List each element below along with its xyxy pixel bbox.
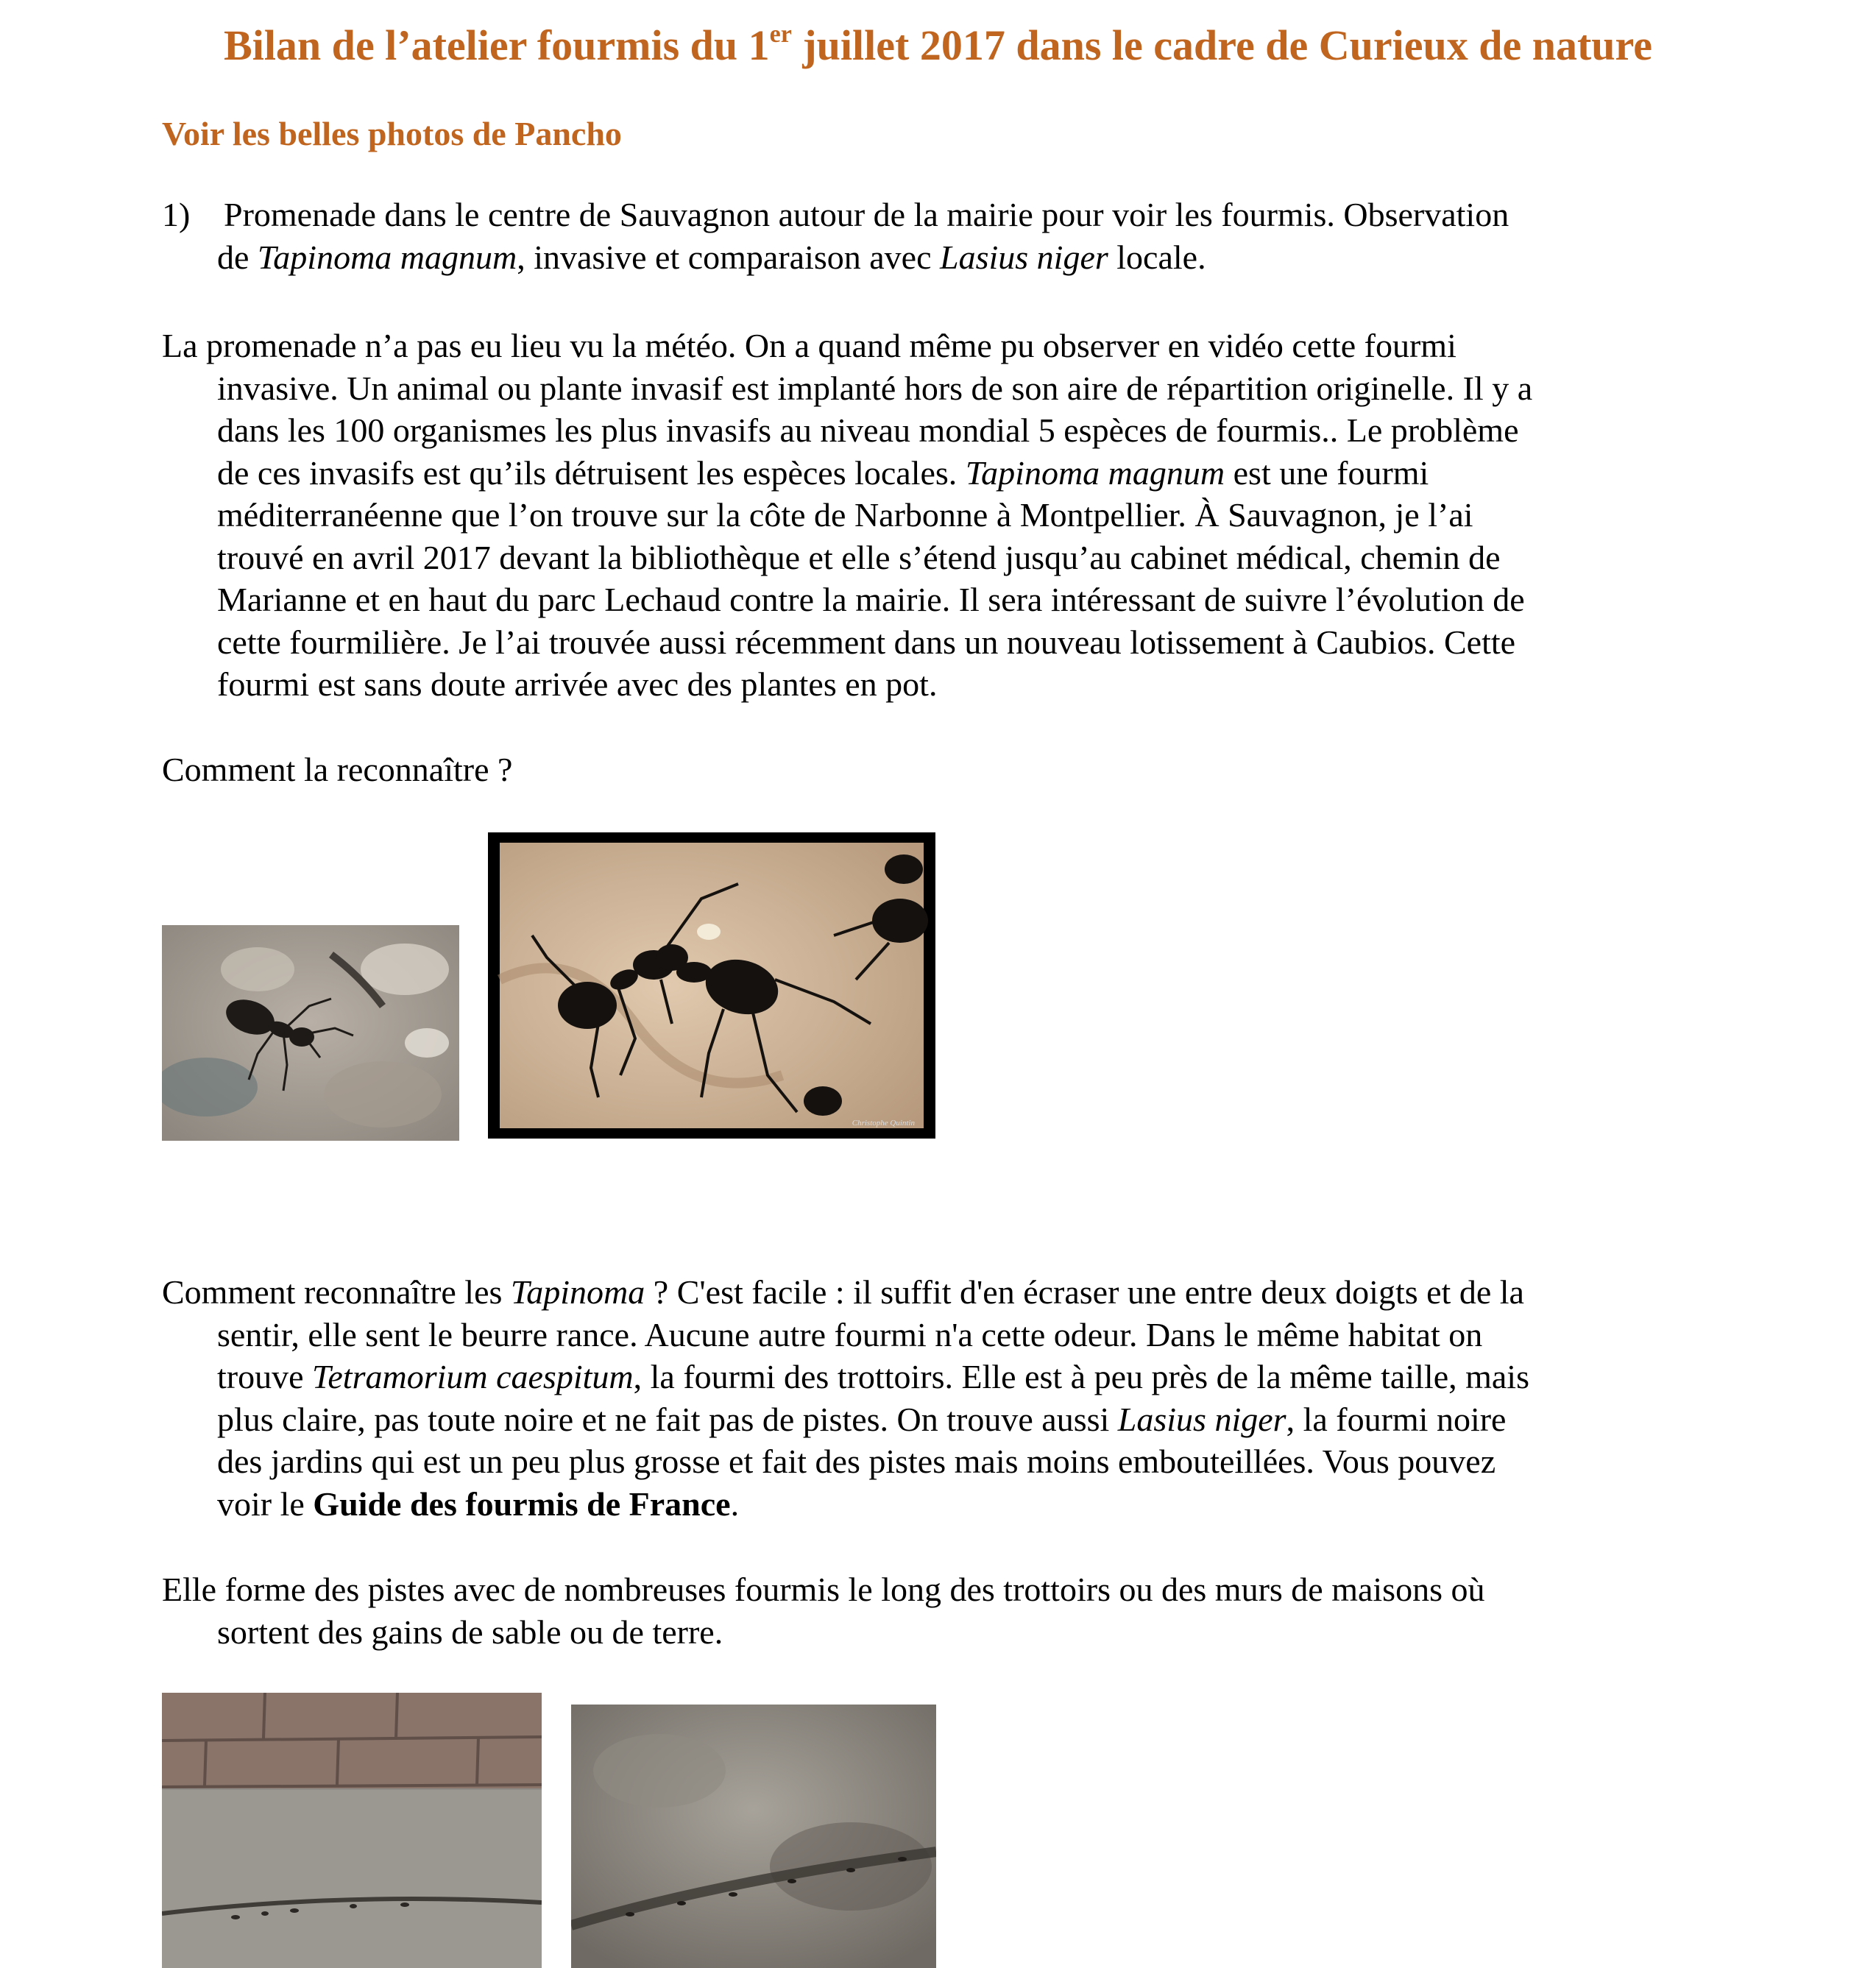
- numbered-item-1: 1) Promenade dans le centre de Sauvagnon autour de la mairie pour voir les fourmis. Observation de Tapinoma magnum, invasive et comparaison avec Lasius niger locale.: [162, 194, 1693, 278]
- paragraph-recognize: Comment reconnaître les Tapinoma ? C'est facile : il suffit d'en écraser une entre deux doigts et de la sentir, elle sent le beurre rance. Aucune autre fourmi n'a cette odeur. Dans le même habitat on trouve Tetramorium caespitum, la fourmi des trottoirs. Elle est à peu près de la même taille, mais plus claire, pas toute noire et ne fait pas de pistes. On trouve aussi Lasius niger, la fourmi noire des jardins qui est un peu plus grosse et fait des pistes mais moins embouteillées. Vous pouvez voir le Guide des fourmis de France.: [162, 1273, 1529, 1523]
- photo-credit: Christophe Quintin: [852, 1119, 915, 1128]
- title-superscript: er: [769, 20, 792, 48]
- ant-trail-photo: [571, 1705, 936, 1968]
- ant-photo-stone: [162, 925, 459, 1141]
- pavement-photo: [162, 1693, 542, 1968]
- question-heading: Comment la reconnaître ?: [162, 751, 513, 788]
- page-title: Bilan de l’atelier fourmis du 1er juillet 2017 dans le cadre de Curieux de nature: [224, 20, 1652, 69]
- species-name: Tapinoma magnum: [257, 238, 517, 276]
- ant-photo-group: [488, 832, 935, 1139]
- species-name: Tapinoma magnum: [965, 453, 1225, 492]
- species-name: Lasius niger: [940, 238, 1108, 276]
- guide-link[interactable]: Guide des fourmis de France: [313, 1484, 731, 1523]
- paragraph-pistes: Elle forme des pistes avec de nombreuses fourmis le long des trottoirs ou des murs de maisons où sortent des gains de sable ou de terre.: [162, 1571, 1485, 1651]
- species-name: Tapinoma: [510, 1273, 645, 1311]
- paragraph-invasive: La promenade n’a pas eu lieu vu la météo. On a quand même pu observer en vidéo cette fourmi invasive. Un animal ou plante invasif est implanté hors de son aire de répartition originelle. Il y a dans les 100 organismes les plus invasifs au niveau mondial 5 espèces de fourmis.. Le problème de ces invasifs est qu’ils détruisent les espèces locales. Tapinoma magnum est une fourmi méditerranéenne que l’on trouve sur la côte de Narbonne à Montpellier. À Sauvagnon, je l’ai trouvé en avril 2017 devant la bibliothèque et elle s’étend jusqu’au cabinet médical, chemin de Marianne et en haut du parc Lechaud contre la mairie. Il sera intéressant de suivre l’évolution de cette fourmilière. Je l’ai trouvée aussi récemment dans un nouveau lotissement à Caubios. Cette fourmi est sans doute arrivée avec des plantes en pot.: [162, 327, 1533, 703]
- photos-link[interactable]: Voir les belles photos de Pancho: [162, 115, 622, 152]
- species-name: Lasius niger: [1117, 1400, 1286, 1438]
- item-number: 1): [162, 196, 191, 233]
- species-name: Tetramorium caespitum: [312, 1358, 634, 1395]
